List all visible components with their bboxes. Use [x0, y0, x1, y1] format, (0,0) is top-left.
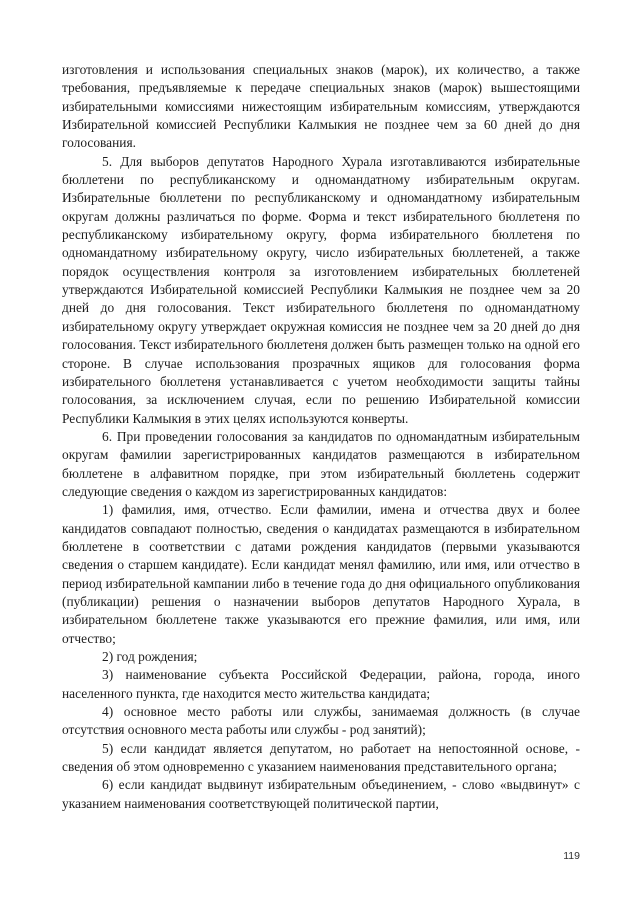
- list-item-6: 6) если кандидат выдвинут избирательным объединением, - слово «выдвинут» с указанием наименования соответствующей политической партии,: [62, 777, 580, 811]
- paragraph-item-6: 6. При проведении голосования за кандидатов по одномандатным избирательным округам фамилии зарегистрированных кандидатов размещаются в избирательном бюллетене в алфавитном порядке, при этом избирательный бюллетень содержит следующие сведения о каждом из зарегистрированных кандидатов:: [62, 428, 580, 499]
- list-item-4: 4) основное место работы или службы, занимаемая должность (в случае отсутствия основного места работы или службы - род занятий);: [62, 704, 580, 738]
- paragraph-item-5: 5. Для выборов депутатов Народного Хурала изготавливаются избирательные бюллетени по республиканскому и одномандатному избирательным округам. Избирательные бюллетени по республиканскому и одномандатному избирательным округам должны различаться по форме. Форма и текст избирательного бюллетеня по республиканскому избирательному округу, форма избирательного бюллетеня по одномандатному избирательному округу, число избирательных бюллетеней, а также порядок осуществления контроля за изготовлением избирательных бюллетеней утверждаются Избирательной комиссией Республики Калмыкия не позднее чем за 20 дней до дня голосования. Текст избирательного бюллетеня по одномандатному избирательному округу утверждает окружная комиссия не позднее чем за 20 дней до дня голосования. Текст избирательного бюллетеня должен быть размещен только на одной его стороне. В случае использования прозрачных ящиков для голосования форма избирательного бюллетеня устанавливается с учетом необходимости защиты тайны голосования, за исключением случая, если по решению Избирательной комиссии Республики Калмыкия в этих целях используются конверты.: [62, 153, 580, 426]
- list-item-5: 5) если кандидат является депутатом, но работает на непостоянной основе, - сведения об этом одновременно с указанием наименования представительного органа;: [62, 740, 580, 775]
- document-text: [62, 61, 580, 813]
- list-item-1: 1) фамилия, имя, отчество. Если фамилии, имена и отчества двух и более кандидатов совпадают полностью, сведения о кандидатах размещаются в избирательном бюллетене в соответствии с датами рождения кандидатов (первыми указываются сведения о старшем кандидате). Если кандидат менял фамилию, или имя, или отчество в период избирательной кампании либо в течение года до дня официального опубликования (публикации) решения о назначении выборов депутатов Народного Хурала, в избирательном бюллетене также указываются его прежние фамилия, или имя, или отчество;: [62, 502, 580, 646]
- list-item-2: 2) год рождения;: [102, 649, 198, 664]
- page-number: 119: [563, 850, 580, 862]
- list-item-3: 3) наименование субъекта Российской Федерации, района, города, иного населенного пункта, где находится место жительства кандидата;: [62, 667, 580, 701]
- paragraph-continuation: изготовления и использования специальных знаков (марок), их количество, а также требования, предъявляемые к передаче специальных знаков (марок) вышестоящими избирательными комиссиями нижестоящим избирательным комиссиям, утверждаются Избирательной комиссией Республики Калмыкия не позднее чем за 60 дней до дня голосования.: [62, 62, 580, 151]
